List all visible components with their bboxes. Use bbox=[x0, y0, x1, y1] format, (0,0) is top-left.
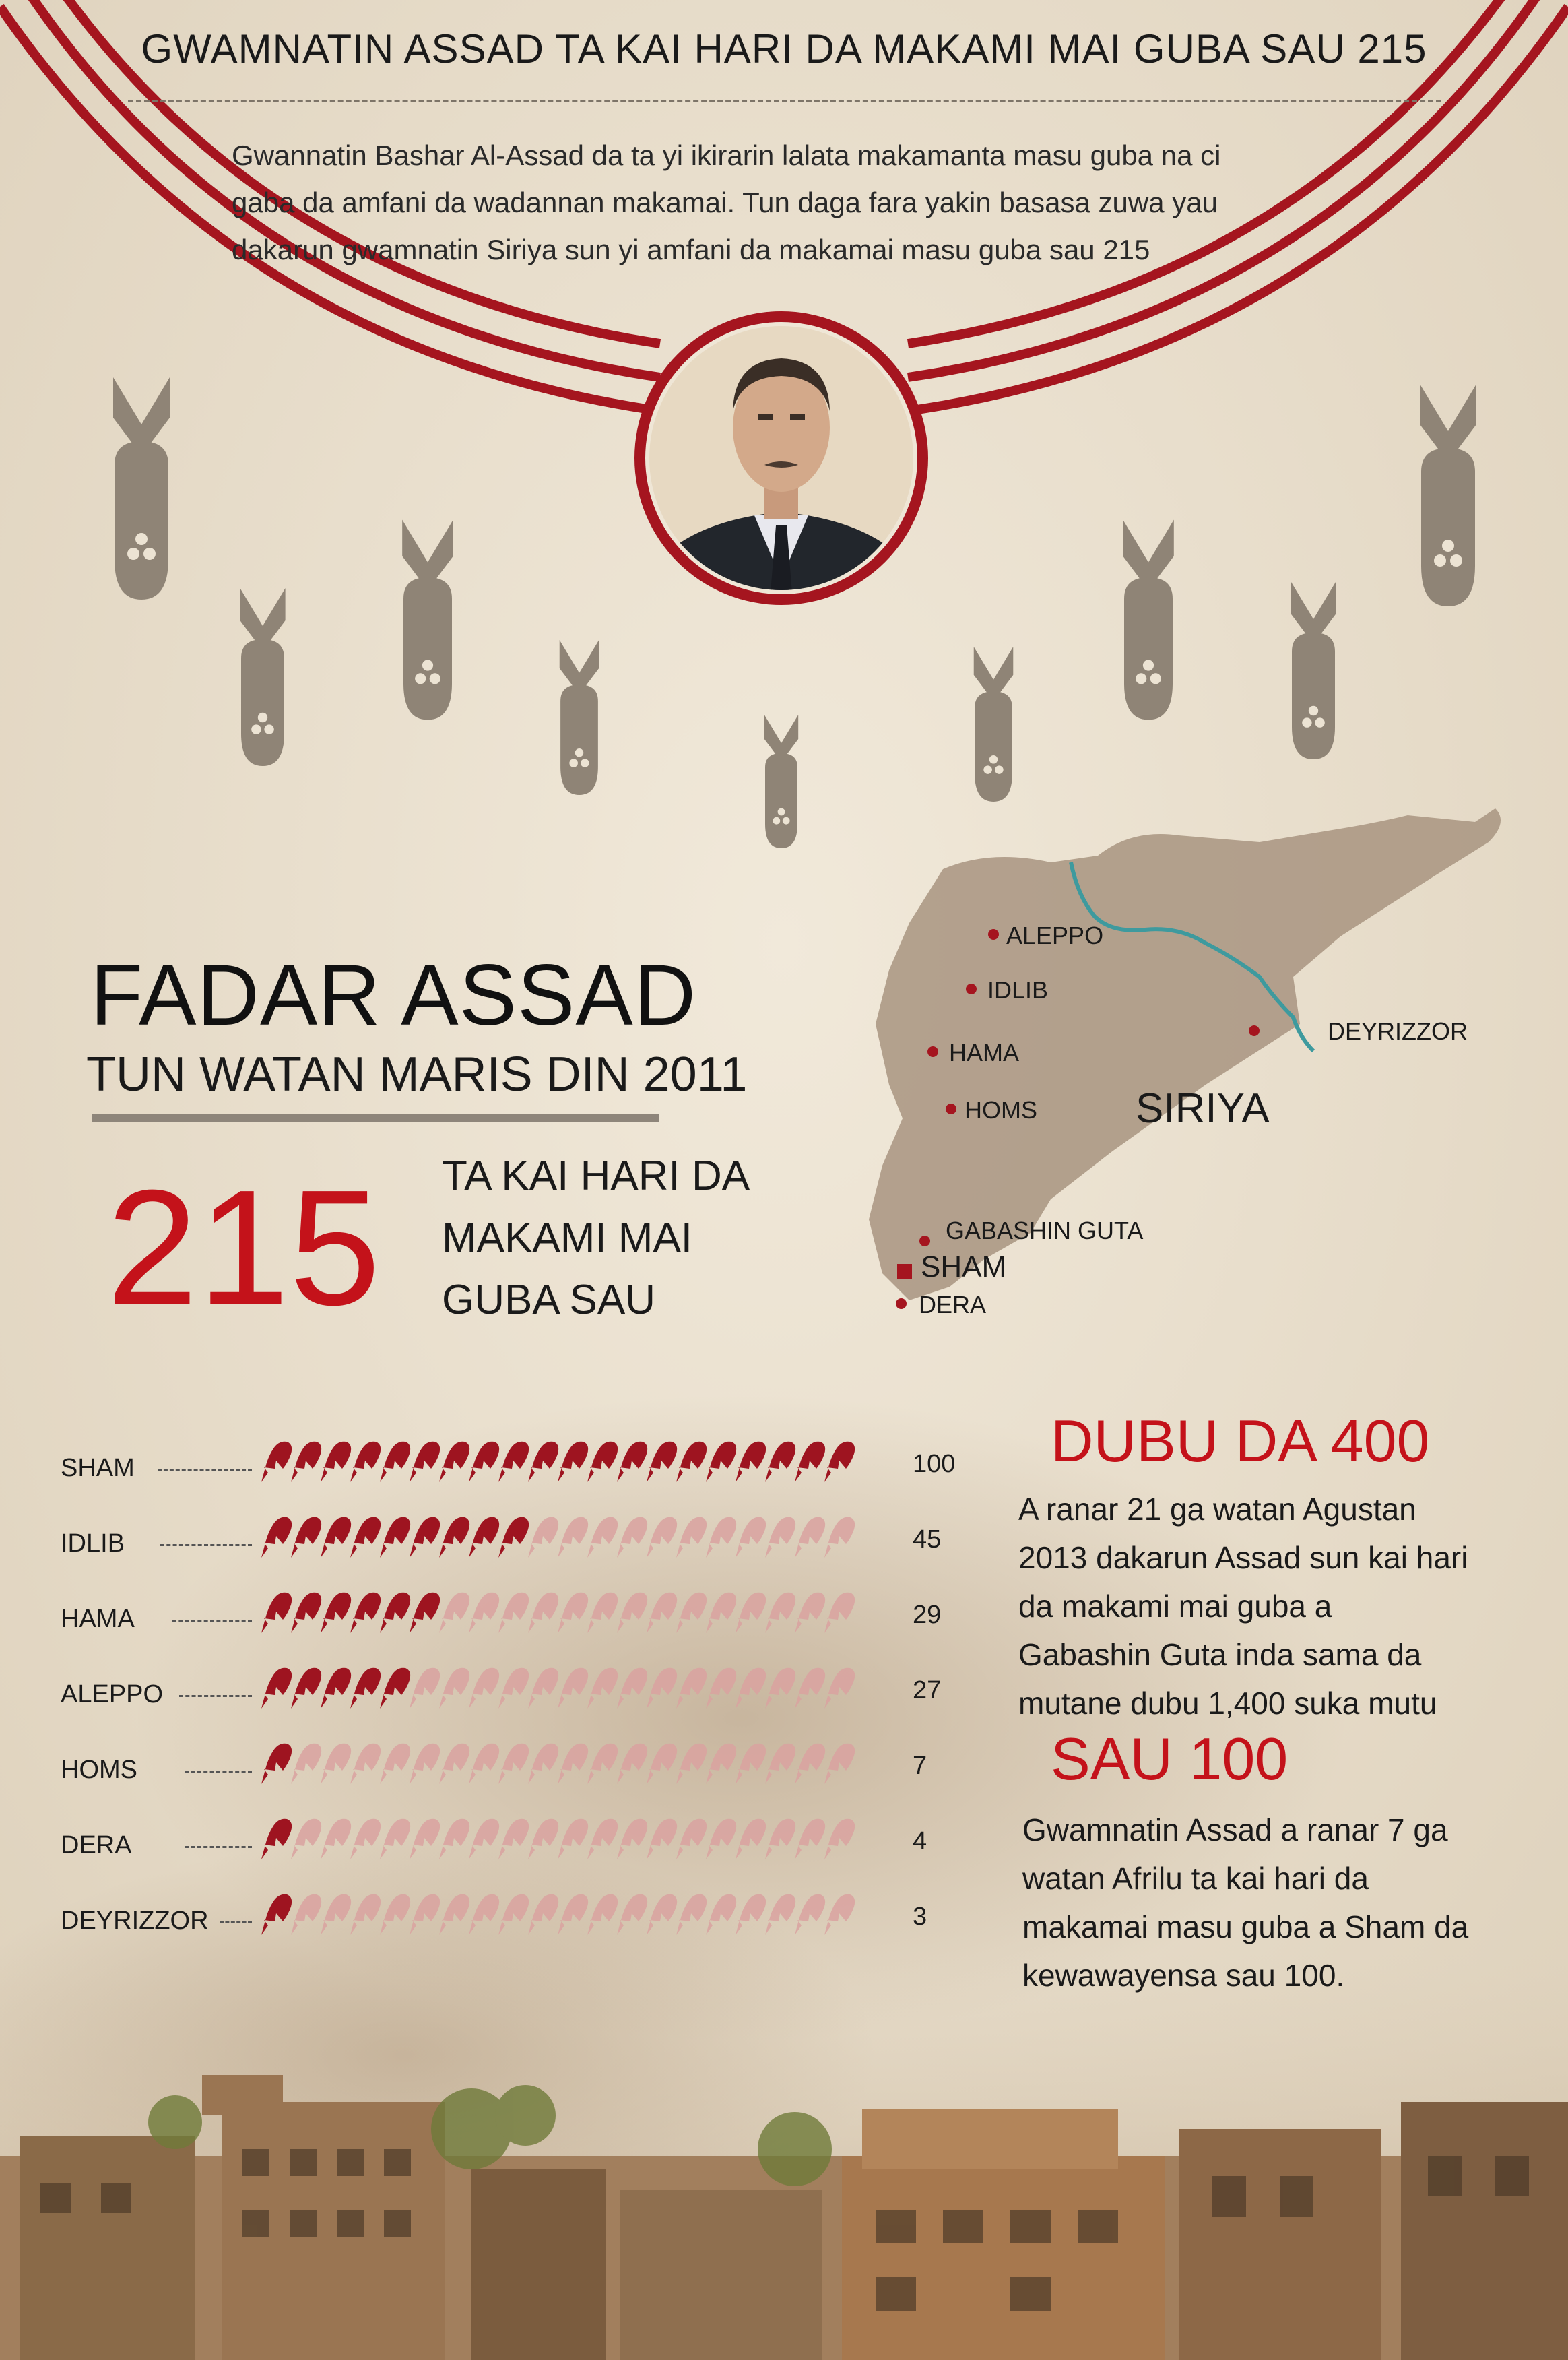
bomb-icon-empty bbox=[676, 1894, 707, 1935]
bomb-icon-empty bbox=[765, 1819, 795, 1859]
bomb-icon-filled bbox=[350, 1442, 381, 1482]
map-label-country: SIRIYA bbox=[1136, 1085, 1270, 1132]
bomb-icon-empty bbox=[617, 1593, 647, 1633]
bomb-icon-empty bbox=[321, 1819, 351, 1859]
bomb-icon-empty bbox=[647, 1517, 677, 1558]
bomb-icon-empty bbox=[824, 1894, 855, 1935]
bomb-icon-empty bbox=[469, 1894, 499, 1935]
bomb-icon-empty bbox=[736, 1668, 766, 1709]
bomb-icon-filled bbox=[439, 1442, 469, 1482]
chart-row-value: 7 bbox=[913, 1752, 927, 1780]
bomb-icon-empty bbox=[765, 1517, 795, 1558]
bomb-icon-empty bbox=[706, 1593, 736, 1633]
bomb-icon-empty bbox=[617, 1668, 647, 1709]
bomb-icon-empty bbox=[736, 1517, 766, 1558]
headline-subtitle: TUN WATAN MARIS DIN 2011 bbox=[86, 1048, 748, 1102]
stat-line: mutane dubu 1,400 suka mutu bbox=[1018, 1686, 1437, 1721]
bomb-icon-empty bbox=[558, 1894, 588, 1935]
bomb-icon-filled bbox=[291, 1442, 321, 1482]
bomb-icon-empty bbox=[647, 1744, 677, 1784]
bomb-icon-filled bbox=[498, 1442, 529, 1482]
row-leader bbox=[220, 1921, 252, 1923]
bomb-icon-filled bbox=[350, 1517, 381, 1558]
bomb-icon-empty bbox=[528, 1894, 558, 1935]
bomb-icon-empty bbox=[676, 1744, 707, 1784]
bomb-icon-filled bbox=[824, 1442, 855, 1482]
bomb-icon-empty bbox=[498, 1744, 529, 1784]
headline-number: 215 bbox=[106, 1155, 381, 1339]
bomb-icon-filled bbox=[321, 1593, 351, 1633]
bomb-icon-empty bbox=[617, 1517, 647, 1558]
bomb-icon-filled bbox=[706, 1442, 736, 1482]
bomb-icon-empty bbox=[380, 1894, 410, 1935]
headline-title: FADAR ASSAD bbox=[90, 947, 697, 1044]
bomb-icon-filled bbox=[617, 1442, 647, 1482]
bomb-icon-empty bbox=[765, 1593, 795, 1633]
bomb-icon-filled bbox=[587, 1442, 618, 1482]
map-label-sham: SHAM bbox=[921, 1250, 1007, 1283]
map-label-idlib: IDLIB bbox=[987, 976, 1049, 1004]
bomb-icon-empty bbox=[647, 1593, 677, 1633]
stat-heading: SAU 100 bbox=[1051, 1725, 1288, 1792]
bomb-icon-empty bbox=[617, 1819, 647, 1859]
bomb-pictogram-chart bbox=[256, 1435, 889, 1974]
chart-row-value: 45 bbox=[913, 1525, 942, 1554]
row-leader bbox=[185, 1771, 252, 1773]
bomb-icon-empty bbox=[795, 1894, 825, 1935]
bomb-icon-empty bbox=[795, 1517, 825, 1558]
bomb-icon-empty bbox=[291, 1744, 321, 1784]
bomb-icon-empty bbox=[617, 1744, 647, 1784]
bomb-icon-filled bbox=[261, 1894, 292, 1935]
bomb-icon-filled bbox=[261, 1819, 292, 1859]
stat-body bbox=[1022, 1806, 1548, 2000]
bomb-icon-filled bbox=[410, 1517, 440, 1558]
bomb-icon-empty bbox=[736, 1593, 766, 1633]
bomb-icon-filled bbox=[291, 1593, 321, 1633]
bomb-icon-empty bbox=[291, 1894, 321, 1935]
bomb-icon-empty bbox=[321, 1894, 351, 1935]
bomb-icon-empty bbox=[439, 1894, 469, 1935]
chart-row-label: HOMS bbox=[61, 1756, 137, 1784]
bomb-icon-empty bbox=[439, 1593, 469, 1633]
bomb-icon-empty bbox=[765, 1668, 795, 1709]
stat-line: A ranar 21 ga watan Agustan bbox=[1018, 1492, 1416, 1527]
bomb-icon-empty bbox=[587, 1593, 618, 1633]
headline-underline bbox=[92, 1114, 659, 1122]
bomb-icon-empty bbox=[676, 1819, 707, 1859]
bomb-icon-empty bbox=[350, 1819, 381, 1859]
stat-line: 2013 dakarun Assad sun kai hari bbox=[1018, 1540, 1468, 1575]
page-title: GWAMNATIN ASSAD TA KAI HARI DA MAKAMI MAI GUBA SAU 215 bbox=[141, 26, 1427, 71]
bomb-icon-empty bbox=[587, 1517, 618, 1558]
bomb-icon-empty bbox=[795, 1744, 825, 1784]
bomb-icon-filled bbox=[380, 1517, 410, 1558]
bomb-icon-filled bbox=[291, 1668, 321, 1709]
chart-row-value: 100 bbox=[913, 1450, 956, 1478]
bomb-icon-empty bbox=[824, 1744, 855, 1784]
row-leader bbox=[179, 1695, 252, 1697]
chart-row-label: SHAM bbox=[61, 1454, 135, 1482]
portrait-figure bbox=[626, 296, 936, 620]
bomb-icon-filled bbox=[321, 1668, 351, 1709]
bomb-icon-empty bbox=[736, 1894, 766, 1935]
bomb-icon-empty bbox=[528, 1744, 558, 1784]
row-leader bbox=[160, 1544, 252, 1546]
stat-heading: DUBU DA 400 bbox=[1051, 1407, 1430, 1474]
bomb-icon-empty bbox=[469, 1593, 499, 1633]
bomb-icon-filled bbox=[380, 1668, 410, 1709]
bomb-icon-empty bbox=[558, 1819, 588, 1859]
title-divider bbox=[128, 100, 1441, 102]
bomb-icon-empty bbox=[765, 1744, 795, 1784]
bomb-icon-empty bbox=[558, 1593, 588, 1633]
stat-line: Gwamnatin Assad a ranar 7 ga bbox=[1022, 1812, 1448, 1847]
chart-row-label: HAMA bbox=[61, 1605, 135, 1633]
bomb-icon-empty bbox=[410, 1894, 440, 1935]
bomb-icon-empty bbox=[558, 1517, 588, 1558]
bomb-icon-empty bbox=[824, 1668, 855, 1709]
bomb-icon-empty bbox=[824, 1819, 855, 1859]
bomb-icon-empty bbox=[350, 1894, 381, 1935]
caption-line: MAKAMI MAI bbox=[442, 1215, 693, 1261]
stat-line: Gabashin Guta inda sama da bbox=[1018, 1637, 1422, 1672]
bomb-icon-empty bbox=[676, 1593, 707, 1633]
bomb-icon-filled bbox=[291, 1517, 321, 1558]
bomb-icon-empty bbox=[469, 1668, 499, 1709]
bomb-icon-empty bbox=[528, 1517, 558, 1558]
row-leader bbox=[158, 1469, 252, 1471]
stat-line: kewawayensa sau 100. bbox=[1022, 1958, 1345, 1993]
bomb-icon-empty bbox=[528, 1593, 558, 1633]
bomb-icon-empty bbox=[528, 1819, 558, 1859]
bomb-icon-empty bbox=[498, 1593, 529, 1633]
bomb-icon-filled bbox=[261, 1442, 292, 1482]
chart-row-value: 4 bbox=[913, 1827, 927, 1855]
bomb-icon-filled bbox=[765, 1442, 795, 1482]
bomb-icon-empty bbox=[706, 1668, 736, 1709]
bomb-icon-empty bbox=[558, 1744, 588, 1784]
bomb-icon-filled bbox=[528, 1442, 558, 1482]
bomb-icon-empty bbox=[736, 1819, 766, 1859]
bomb-icon-empty bbox=[469, 1819, 499, 1859]
intro-text bbox=[232, 132, 1417, 274]
bomb-icon-filled bbox=[647, 1442, 677, 1482]
bomb-icon-empty bbox=[736, 1744, 766, 1784]
bomb-icon-filled bbox=[261, 1517, 292, 1558]
bomb-icon-empty bbox=[795, 1668, 825, 1709]
bomb-icon-filled bbox=[261, 1593, 292, 1633]
bomb-icon-empty bbox=[706, 1517, 736, 1558]
map-label-gabashin-guta: GABASHIN GUTA bbox=[946, 1217, 1144, 1244]
bomb-icon-filled bbox=[469, 1517, 499, 1558]
bomb-icon-empty bbox=[439, 1668, 469, 1709]
stat-line: da makami mai guba a bbox=[1018, 1589, 1332, 1624]
bomb-icon-filled bbox=[469, 1442, 499, 1482]
bomb-icon-filled bbox=[380, 1593, 410, 1633]
bomb-icon-empty bbox=[676, 1668, 707, 1709]
bomb-icon-empty bbox=[706, 1894, 736, 1935]
bomb-icon-filled bbox=[795, 1442, 825, 1482]
bomb-icon-empty bbox=[350, 1744, 381, 1784]
row-leader bbox=[172, 1620, 252, 1622]
bomb-icon-filled bbox=[350, 1668, 381, 1709]
bomb-icon-filled bbox=[410, 1442, 440, 1482]
bomb-icon-empty bbox=[498, 1894, 529, 1935]
bomb-icon-empty bbox=[587, 1668, 618, 1709]
bomb-icon-filled bbox=[261, 1668, 292, 1709]
bomb-icon-empty bbox=[795, 1593, 825, 1633]
bomb-icon-empty bbox=[410, 1819, 440, 1859]
bomb-icon-empty bbox=[706, 1744, 736, 1784]
bomb-icon-empty bbox=[469, 1744, 499, 1784]
map-label-deyrizzor: DEYRIZZOR bbox=[1328, 1017, 1468, 1045]
bomb-icon-empty bbox=[558, 1668, 588, 1709]
bomb-icon-empty bbox=[647, 1668, 677, 1709]
intro-line: dakarun gwamnatin Siriya sun yi amfani da makamai masu guba sau 215 bbox=[232, 234, 1150, 265]
bomb-icon-filled bbox=[558, 1442, 588, 1482]
bomb-icon-empty bbox=[291, 1819, 321, 1859]
portrait-medallion bbox=[626, 296, 936, 620]
chart-row-label: DEYRIZZOR bbox=[61, 1907, 209, 1935]
stat-line: watan Afrilu ta kai hari da bbox=[1022, 1861, 1369, 1896]
bomb-icon-filled bbox=[261, 1744, 292, 1784]
chart-row-label: ALEPPO bbox=[61, 1680, 164, 1709]
bomb-icon-filled bbox=[321, 1517, 351, 1558]
bomb-icon-filled bbox=[439, 1517, 469, 1558]
bomb-icon-empty bbox=[587, 1819, 618, 1859]
chart-row-value: 27 bbox=[913, 1676, 942, 1704]
bomb-icon-empty bbox=[439, 1819, 469, 1859]
chart-row-label: DERA bbox=[61, 1831, 132, 1859]
caption-line: GUBA SAU bbox=[442, 1277, 655, 1323]
map-label-hama: HAMA bbox=[949, 1039, 1020, 1066]
chart-row-label: IDLIB bbox=[61, 1529, 125, 1558]
bomb-icon-empty bbox=[380, 1819, 410, 1859]
stat-body bbox=[1018, 1485, 1544, 1727]
bomb-icon-empty bbox=[647, 1894, 677, 1935]
map-label-dera: DERA bbox=[919, 1291, 987, 1318]
bomb-icon-empty bbox=[410, 1668, 440, 1709]
bomb-icon-empty bbox=[617, 1894, 647, 1935]
bomb-icon-filled bbox=[410, 1593, 440, 1633]
bomb-icon-empty bbox=[706, 1819, 736, 1859]
bomb-icon-filled bbox=[676, 1442, 707, 1482]
bomb-icon-empty bbox=[824, 1593, 855, 1633]
map-label-homs: HOMS bbox=[965, 1096, 1037, 1124]
bomb-icon-empty bbox=[676, 1517, 707, 1558]
chart-row-value: 3 bbox=[913, 1903, 927, 1931]
bomb-icon-empty bbox=[528, 1668, 558, 1709]
bomb-icon-filled bbox=[736, 1442, 766, 1482]
bomb-icon-empty bbox=[498, 1668, 529, 1709]
bomb-icon-empty bbox=[647, 1819, 677, 1859]
bomb-icon-empty bbox=[498, 1819, 529, 1859]
bomb-icon-empty bbox=[439, 1744, 469, 1784]
row-leader bbox=[185, 1846, 252, 1848]
bomb-icon-filled bbox=[380, 1442, 410, 1482]
bomb-icon-empty bbox=[410, 1744, 440, 1784]
caption-line: TA KAI HARI DA bbox=[442, 1153, 750, 1199]
bomb-icon-filled bbox=[350, 1593, 381, 1633]
intro-line: Gwannatin Bashar Al-Assad da ta yi ikirarin lalata makamanta masu guba na ci bbox=[232, 139, 1221, 171]
chart-row-value: 29 bbox=[913, 1601, 942, 1629]
headline-caption bbox=[442, 1145, 819, 1331]
bomb-icon-empty bbox=[765, 1894, 795, 1935]
bomb-icon-filled bbox=[498, 1517, 529, 1558]
bomb-icon-empty bbox=[824, 1517, 855, 1558]
bomb-icon-filled bbox=[321, 1442, 351, 1482]
bomb-icon-empty bbox=[587, 1894, 618, 1935]
intro-line: gaba da amfani da wadannan makamai. Tun daga fara yakin basasa zuwa yau bbox=[232, 187, 1218, 218]
stat-line: makamai masu guba a Sham da bbox=[1022, 1909, 1469, 1944]
bomb-icon-empty bbox=[321, 1744, 351, 1784]
map-label-aleppo: ALEPPO bbox=[1006, 922, 1104, 949]
bomb-icon-empty bbox=[795, 1819, 825, 1859]
bomb-icon-empty bbox=[587, 1744, 618, 1784]
bomb-icon-empty bbox=[380, 1744, 410, 1784]
